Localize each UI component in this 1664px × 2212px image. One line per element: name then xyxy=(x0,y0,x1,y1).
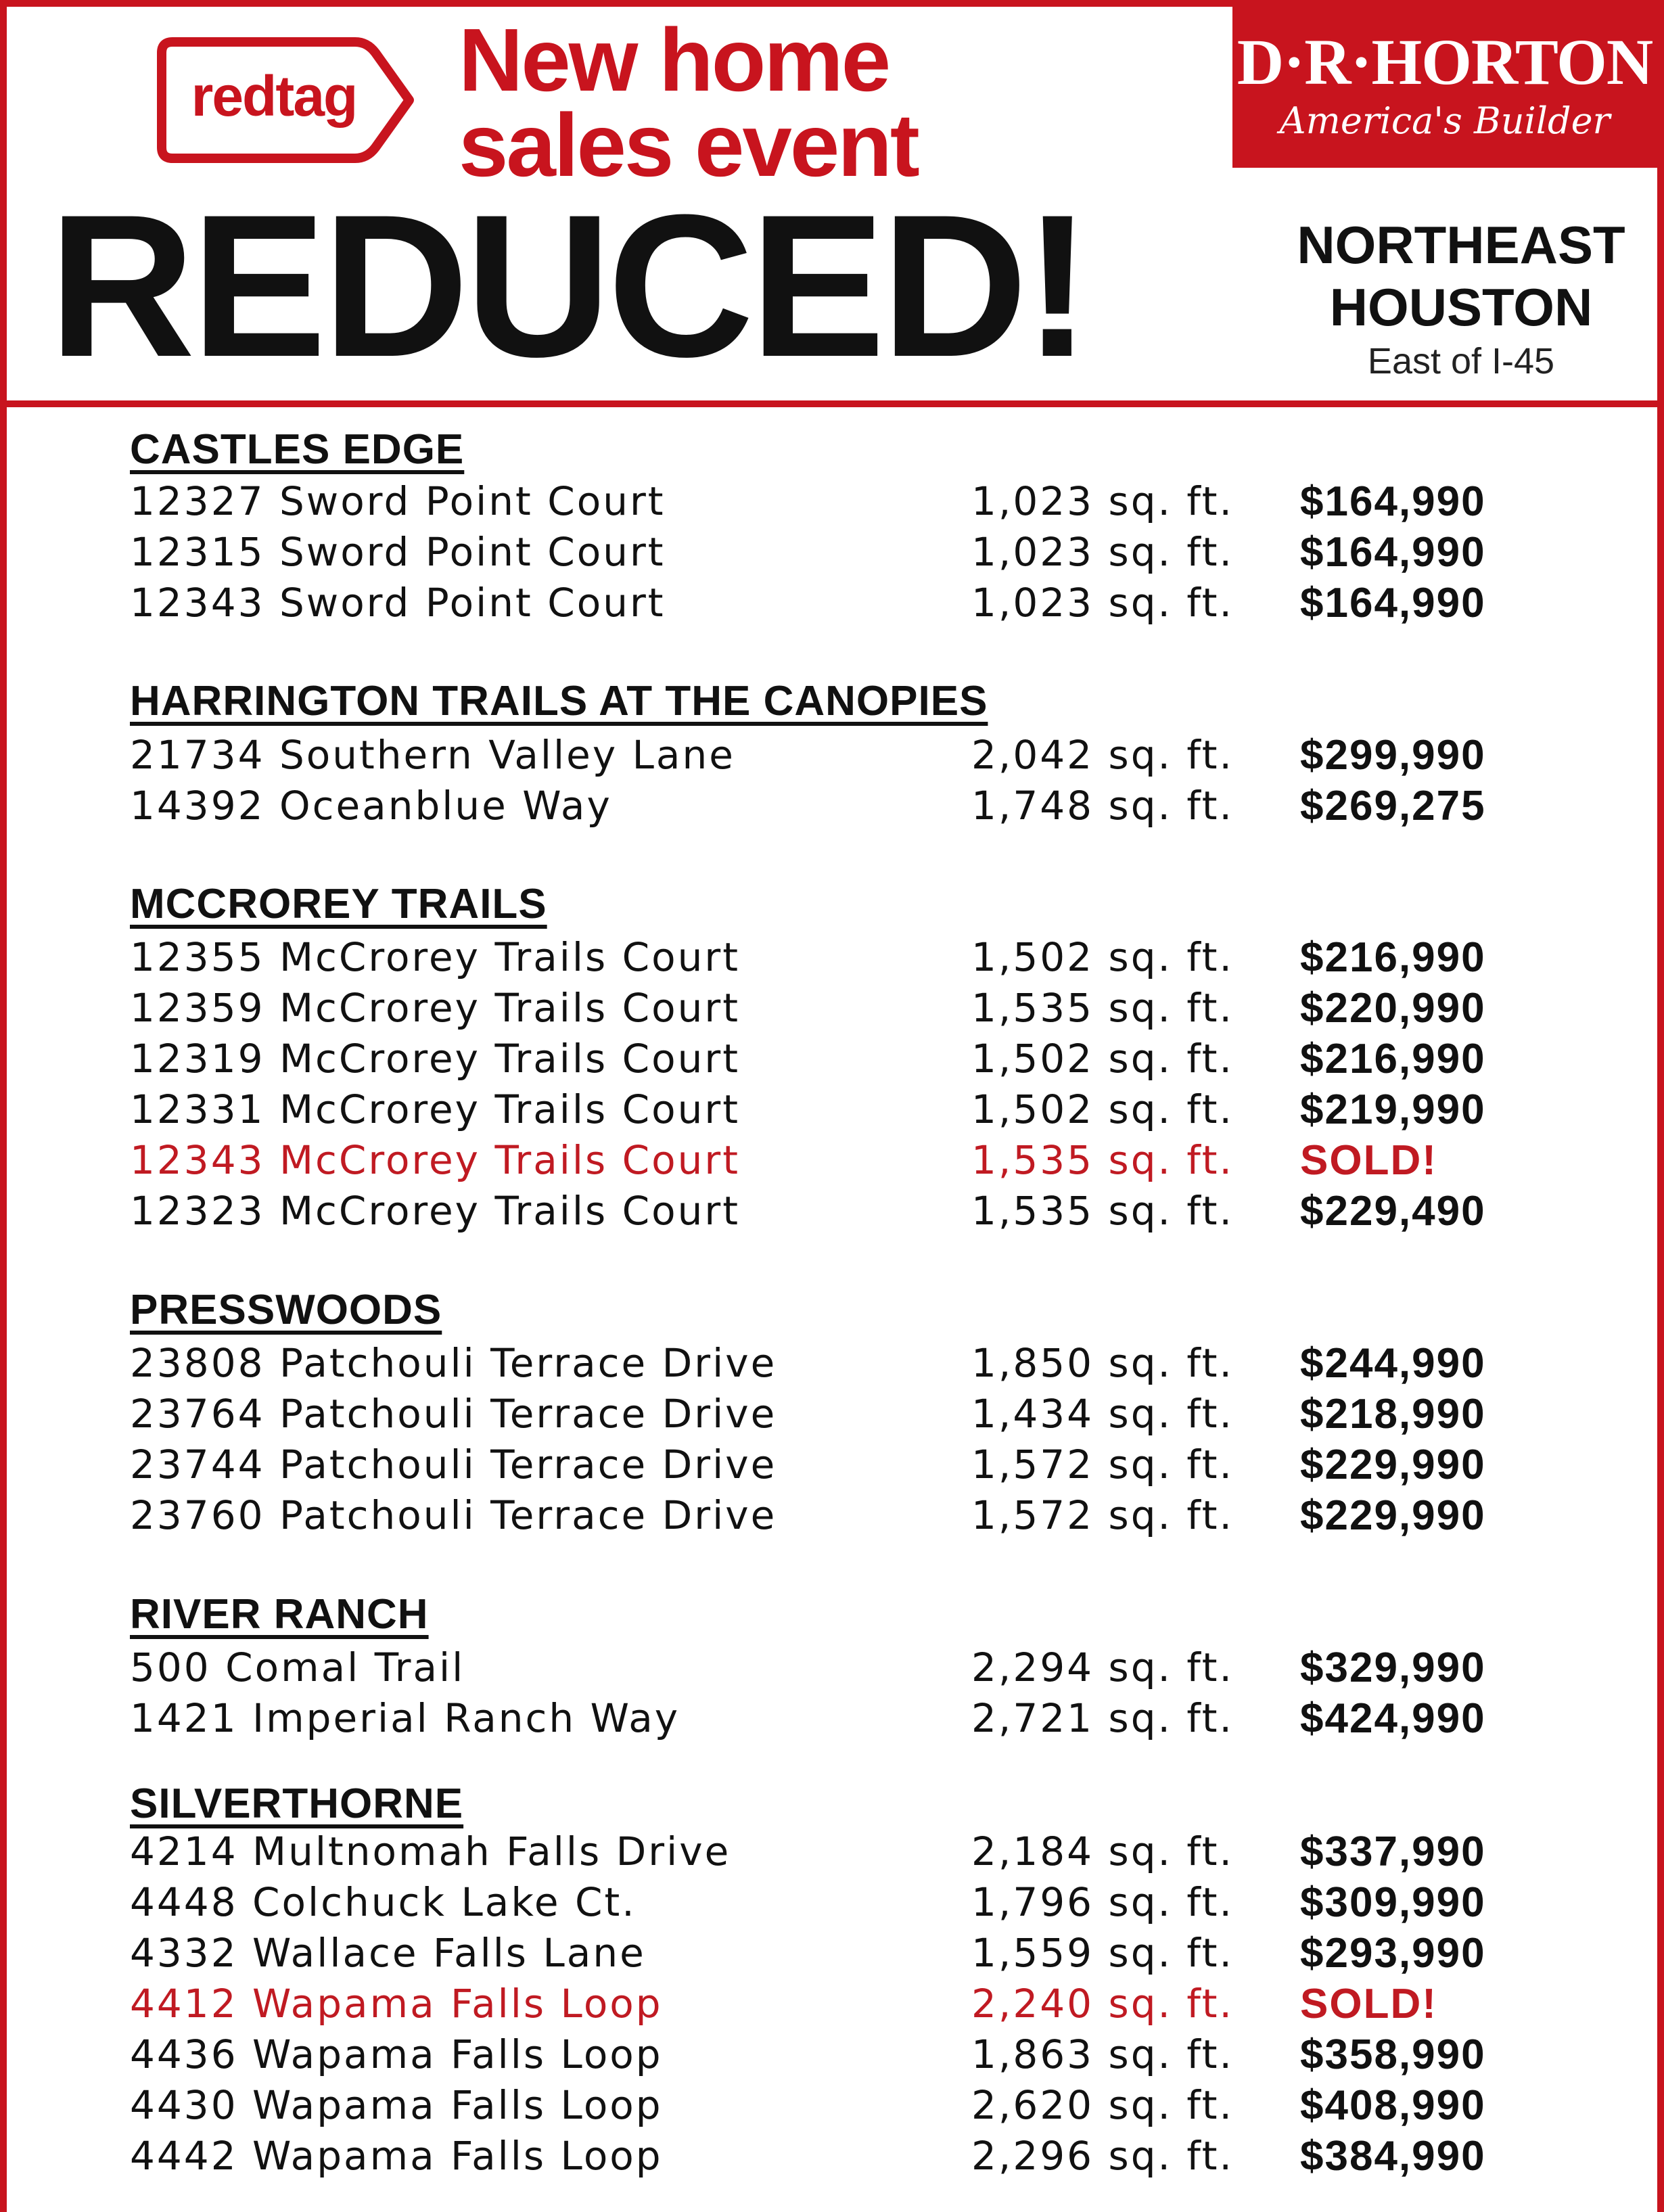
listing-row xyxy=(7,1490,1657,1541)
listing-address: 21734 Southern Valley Lane xyxy=(130,732,735,778)
listing-price: $220,990 xyxy=(1300,985,1486,1032)
event-title-line1: New home xyxy=(459,10,889,110)
listing-address: 12327 Sword Point Court xyxy=(130,478,666,524)
listing-row xyxy=(7,1693,1657,1744)
listing-price: $309,990 xyxy=(1300,1879,1486,1926)
brand-name: D·R·HORTON xyxy=(1237,26,1653,98)
listing-address: 1421 Imperial Ranch Way xyxy=(130,1695,680,1741)
listing-sqft: 1,572 sq. ft. xyxy=(971,1492,1234,1538)
listing-sqft: 2,296 sq. ft. xyxy=(971,2133,1234,2179)
community-name: RIVER RANCH xyxy=(130,1591,429,1638)
header-divider xyxy=(0,400,1664,407)
listing-row xyxy=(7,730,1657,781)
listing-sqft: 1,572 sq. ft. xyxy=(971,1442,1234,1488)
listing-address: 4442 Wapama Falls Loop xyxy=(130,2133,663,2179)
listing-sqft: 1,023 sq. ft. xyxy=(971,580,1234,626)
listing-address: 4412 Wapama Falls Loop xyxy=(130,1981,663,2027)
listing-row-sold xyxy=(7,1135,1657,1186)
listing-price: $229,490 xyxy=(1300,1188,1486,1235)
listing-address: 4214 Multnomah Falls Drive xyxy=(130,1828,731,1874)
listing-sqft: 1,023 sq. ft. xyxy=(971,478,1234,524)
community-name: MCCROREY TRAILS xyxy=(130,881,547,927)
listing-sqft: 1,502 sq. ft. xyxy=(971,1036,1234,1082)
listing-row xyxy=(7,1389,1657,1439)
listing-price: $164,990 xyxy=(1300,529,1486,576)
sold-badge: SOLD! xyxy=(1300,1981,1437,2027)
listing-sqft: 1,535 sq. ft. xyxy=(971,1137,1234,1183)
listing-sqft: 1,023 sq. ft. xyxy=(971,529,1234,575)
listing-price: $216,990 xyxy=(1300,1036,1486,1082)
headline-reduced: REDUCED! xyxy=(49,172,1088,399)
listing-address: 23808 Patchouli Terrace Drive xyxy=(130,1340,777,1386)
community-name: SILVERTHORNE xyxy=(130,1780,464,1827)
listing-row-sold xyxy=(7,1979,1657,2029)
listing-row xyxy=(7,1084,1657,1135)
listing-row xyxy=(7,476,1657,527)
listing-price: $244,990 xyxy=(1300,1340,1486,1387)
listing-address: 12343 McCrorey Trails Court xyxy=(130,1137,740,1183)
listing-sqft: 1,535 sq. ft. xyxy=(971,1188,1234,1234)
listing-sqft: 1,502 sq. ft. xyxy=(971,934,1234,980)
event-title xyxy=(459,10,918,195)
listing-row xyxy=(7,983,1657,1034)
listing-sqft: 1,502 sq. ft. xyxy=(971,1086,1234,1132)
listing-sqft: 2,240 sq. ft. xyxy=(971,1981,1234,2027)
listing-row xyxy=(7,1439,1657,1490)
listing-sqft: 2,294 sq. ft. xyxy=(971,1644,1234,1690)
listing-address: 12355 McCrorey Trails Court xyxy=(130,934,740,980)
listing-price: $229,990 xyxy=(1300,1442,1486,1488)
listing-address: 500 Comal Trail xyxy=(130,1644,465,1690)
brand-tagline: America's Builder xyxy=(1279,99,1611,142)
listing-row xyxy=(7,527,1657,578)
listing-address: 23764 Patchouli Terrace Drive xyxy=(130,1391,777,1437)
region-line2: HOUSTON xyxy=(1329,277,1593,337)
listing-address: 23744 Patchouli Terrace Drive xyxy=(130,1442,777,1488)
redtag-logo xyxy=(152,32,423,168)
listing-price: $164,990 xyxy=(1300,580,1486,626)
listing-price: $219,990 xyxy=(1300,1086,1486,1133)
listing-row xyxy=(7,1034,1657,1084)
listing-row xyxy=(7,1826,1657,1877)
brand-logo xyxy=(1232,7,1657,168)
listing-price: $218,990 xyxy=(1300,1391,1486,1437)
listing-price: $164,990 xyxy=(1300,478,1486,525)
listing-sqft: 1,796 sq. ft. xyxy=(971,1879,1234,1925)
listing-address: 12319 McCrorey Trails Court xyxy=(130,1036,740,1082)
listing-address: 12343 Sword Point Court xyxy=(130,580,666,626)
listing-address: 12331 McCrorey Trails Court xyxy=(130,1086,740,1132)
listing-price: $299,990 xyxy=(1300,732,1486,779)
listing-price: $358,990 xyxy=(1300,2031,1486,2078)
listing-row xyxy=(7,578,1657,628)
listing-address: 23760 Patchouli Terrace Drive xyxy=(130,1492,777,1538)
listing-price: $229,990 xyxy=(1300,1492,1486,1539)
listing-price: $424,990 xyxy=(1300,1695,1486,1742)
listing-address: 12315 Sword Point Court xyxy=(130,529,666,575)
listing-price: $329,990 xyxy=(1300,1644,1486,1691)
listing-row xyxy=(7,1928,1657,1979)
region-subtitle: East of I-45 xyxy=(1367,341,1555,382)
community-name: PRESSWOODS xyxy=(130,1287,442,1333)
listing-row xyxy=(7,1877,1657,1928)
listing-address: 4448 Colchuck Lake Ct. xyxy=(130,1879,637,1925)
listing-address: 12359 McCrorey Trails Court xyxy=(130,985,740,1031)
listing-row xyxy=(7,2131,1657,2182)
redtag-logo-text: redtag xyxy=(191,64,357,128)
listing-sqft: 2,042 sq. ft. xyxy=(971,732,1234,778)
community-name: CASTLES EDGE xyxy=(130,426,465,473)
listing-address: 12323 McCrorey Trails Court xyxy=(130,1188,740,1234)
region-line1: NORTHEAST xyxy=(1297,215,1625,275)
listing-address: 4430 Wapama Falls Loop xyxy=(130,2082,663,2128)
listing-row xyxy=(7,2029,1657,2080)
flyer-header xyxy=(7,7,1657,402)
listing-price: $216,990 xyxy=(1300,934,1486,981)
listing-sqft: 1,748 sq. ft. xyxy=(971,783,1234,829)
listing-row xyxy=(7,1338,1657,1389)
listing-row xyxy=(7,1186,1657,1237)
sold-badge: SOLD! xyxy=(1300,1137,1437,1184)
event-title-line2: sales event xyxy=(459,95,918,195)
listing-row xyxy=(7,781,1657,831)
listing-address: 4436 Wapama Falls Loop xyxy=(130,2031,663,2077)
listing-price: $269,275 xyxy=(1300,783,1486,829)
region-label xyxy=(1265,214,1657,383)
listing-row xyxy=(7,1642,1657,1693)
listing-price: $408,990 xyxy=(1300,2082,1486,2129)
listing-sqft: 2,184 sq. ft. xyxy=(971,1828,1234,1874)
listing-sqft: 1,535 sq. ft. xyxy=(971,985,1234,1031)
listing-row xyxy=(7,932,1657,983)
listing-sqft: 1,863 sq. ft. xyxy=(971,2031,1234,2077)
listing-address: 14392 Oceanblue Way xyxy=(130,783,612,829)
listing-sqft: 2,620 sq. ft. xyxy=(971,2082,1234,2128)
community-name: HARRINGTON TRAILS AT THE CANOPIES xyxy=(130,678,988,724)
listing-sqft: 1,559 sq. ft. xyxy=(971,1930,1234,1976)
listing-price: $384,990 xyxy=(1300,2133,1486,2180)
listing-price: $337,990 xyxy=(1300,1828,1486,1875)
listing-price: $293,990 xyxy=(1300,1930,1486,1977)
listing-sqft: 2,721 sq. ft. xyxy=(971,1695,1234,1741)
listing-sqft: 1,850 sq. ft. xyxy=(971,1340,1234,1386)
listing-address: 4332 Wallace Falls Lane xyxy=(130,1930,646,1976)
listing-sqft: 1,434 sq. ft. xyxy=(971,1391,1234,1437)
listing-row xyxy=(7,2080,1657,2131)
